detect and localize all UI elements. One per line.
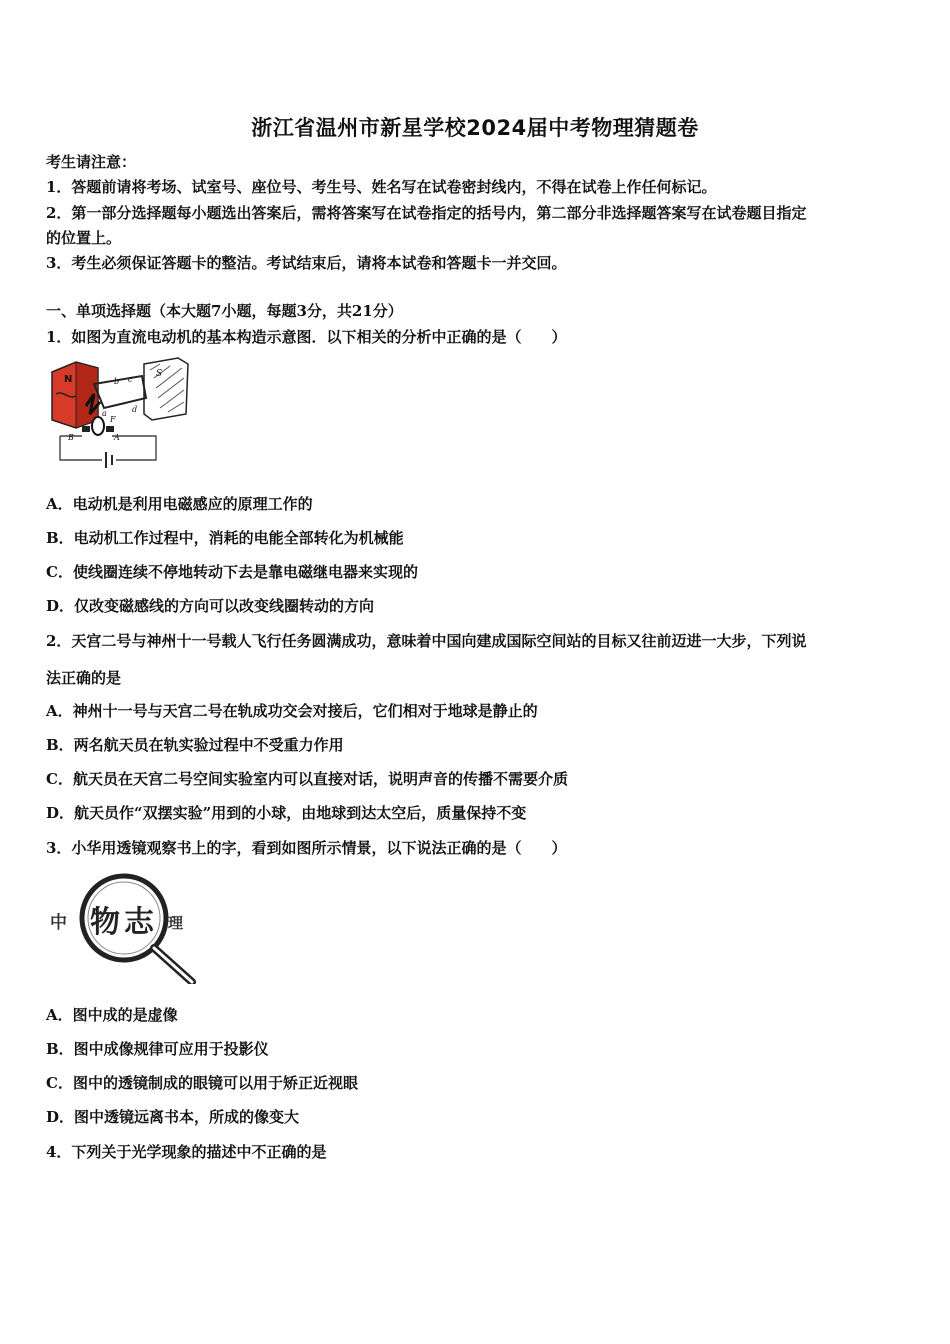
label-c: c: [128, 375, 133, 384]
circuit-wire: [60, 436, 156, 460]
question-1-stem: 1．如图为直流电动机的基本构造示意图．以下相关的分析中正确的是（ ）: [46, 328, 567, 346]
section-heading: 一、单项选择题（本大题7小题，每题3分，共21分）: [46, 302, 403, 320]
question-2-stem: 2．天宫二号与神州十一号载人飞行任务圆满成功，意味着中国向建成国际空间站的目标又往前迈进一大步，下列说: [46, 632, 807, 650]
notice-item-3: 3．考生必须保证答题卡的整洁。考试结束后，请将本试卷和答题卡一并交回。: [46, 254, 567, 272]
question-1-option-d[interactable]: D．仅改变磁感线的方向可以改变线圈转动的方向: [46, 597, 375, 615]
commutator: [92, 417, 104, 435]
label-b: b: [114, 377, 120, 386]
magnet-south-pole: [144, 358, 188, 420]
question-2-stem-cont: 法正确的是: [46, 669, 122, 687]
dc-motor-figure: [46, 354, 191, 472]
label-a: a: [102, 409, 107, 418]
question-3-stem: 3．小华用透镜观察书上的字，看到如图所示情景，以下说法正确的是（ ）: [46, 839, 567, 857]
magnifier-handle-highlight: [154, 948, 192, 982]
small-char-left: 中: [50, 913, 67, 933]
label-d: d: [132, 405, 138, 414]
question-2-option-d[interactable]: D．航天员作“双摆实验”用到的小球，由地球到达太空后，质量保持不变: [46, 804, 527, 822]
coil-frame: [94, 376, 146, 408]
magnified-char-2: 志: [124, 905, 154, 940]
notice-item-2-cont: 的位置上。: [46, 229, 122, 247]
question-2-option-a[interactable]: A．神州十一号与天宫二号在轨成功交会对接后，它们相对于地球是静止的: [46, 702, 538, 720]
question-2-option-b[interactable]: B．两名航天员在轨实验过程中不受重力作用: [46, 736, 344, 754]
question-1-option-b[interactable]: B．电动机工作过程中，消耗的电能全部转化为机械能: [46, 529, 404, 547]
label-brush-b: B: [68, 433, 74, 442]
brush-left: [82, 426, 90, 432]
question-2-option-c[interactable]: C．航天员在天宫二号空间实验室内可以直接对话，说明声音的传播不需要介质: [46, 770, 568, 788]
notice-item-1: 1．答题前请将考场、试室号、座位号、考生号、姓名写在试卷密封线内，不得在试卷上作任何标记。: [46, 178, 717, 196]
page-title: 浙江省温州市新星学校2024届中考物理猜题卷: [251, 116, 699, 140]
label-f: F: [110, 415, 116, 424]
small-char-right: 理: [168, 914, 184, 932]
label-n: N: [64, 374, 73, 385]
label-s: S: [156, 369, 163, 379]
question-3-option-b[interactable]: B．图中成像规律可应用于投影仪: [46, 1040, 269, 1058]
brush-right: [106, 426, 114, 432]
question-3-option-a[interactable]: A．图中成的是虚像: [46, 1006, 178, 1024]
label-brush-a: A: [114, 433, 120, 442]
magnifier-figure: [46, 866, 201, 984]
notice-label: 考生请注意：: [46, 153, 137, 171]
question-3-option-c[interactable]: C．图中的透镜制成的眼镜可以用于矫正近视眼: [46, 1074, 358, 1092]
magnified-char-1: 物: [90, 905, 120, 940]
notice-item-2: 2．第一部分选择题每小题选出答案后，需将答案写在试卷指定的括号内，第二部分非选择题答案写在试卷题目指定: [46, 204, 807, 222]
battery-symbol: [106, 452, 112, 468]
question-1-option-a[interactable]: A．电动机是利用电磁感应的原理工作的: [46, 495, 313, 513]
question-1-option-c[interactable]: C．使线圈连续不停地转动下去是靠电磁继电器来实现的: [46, 563, 418, 581]
question-4-stem: 4．下列关于光学现象的描述中不正确的是: [46, 1143, 327, 1161]
question-3-option-d[interactable]: D．图中透镜远离书本，所成的像变大: [46, 1108, 300, 1126]
